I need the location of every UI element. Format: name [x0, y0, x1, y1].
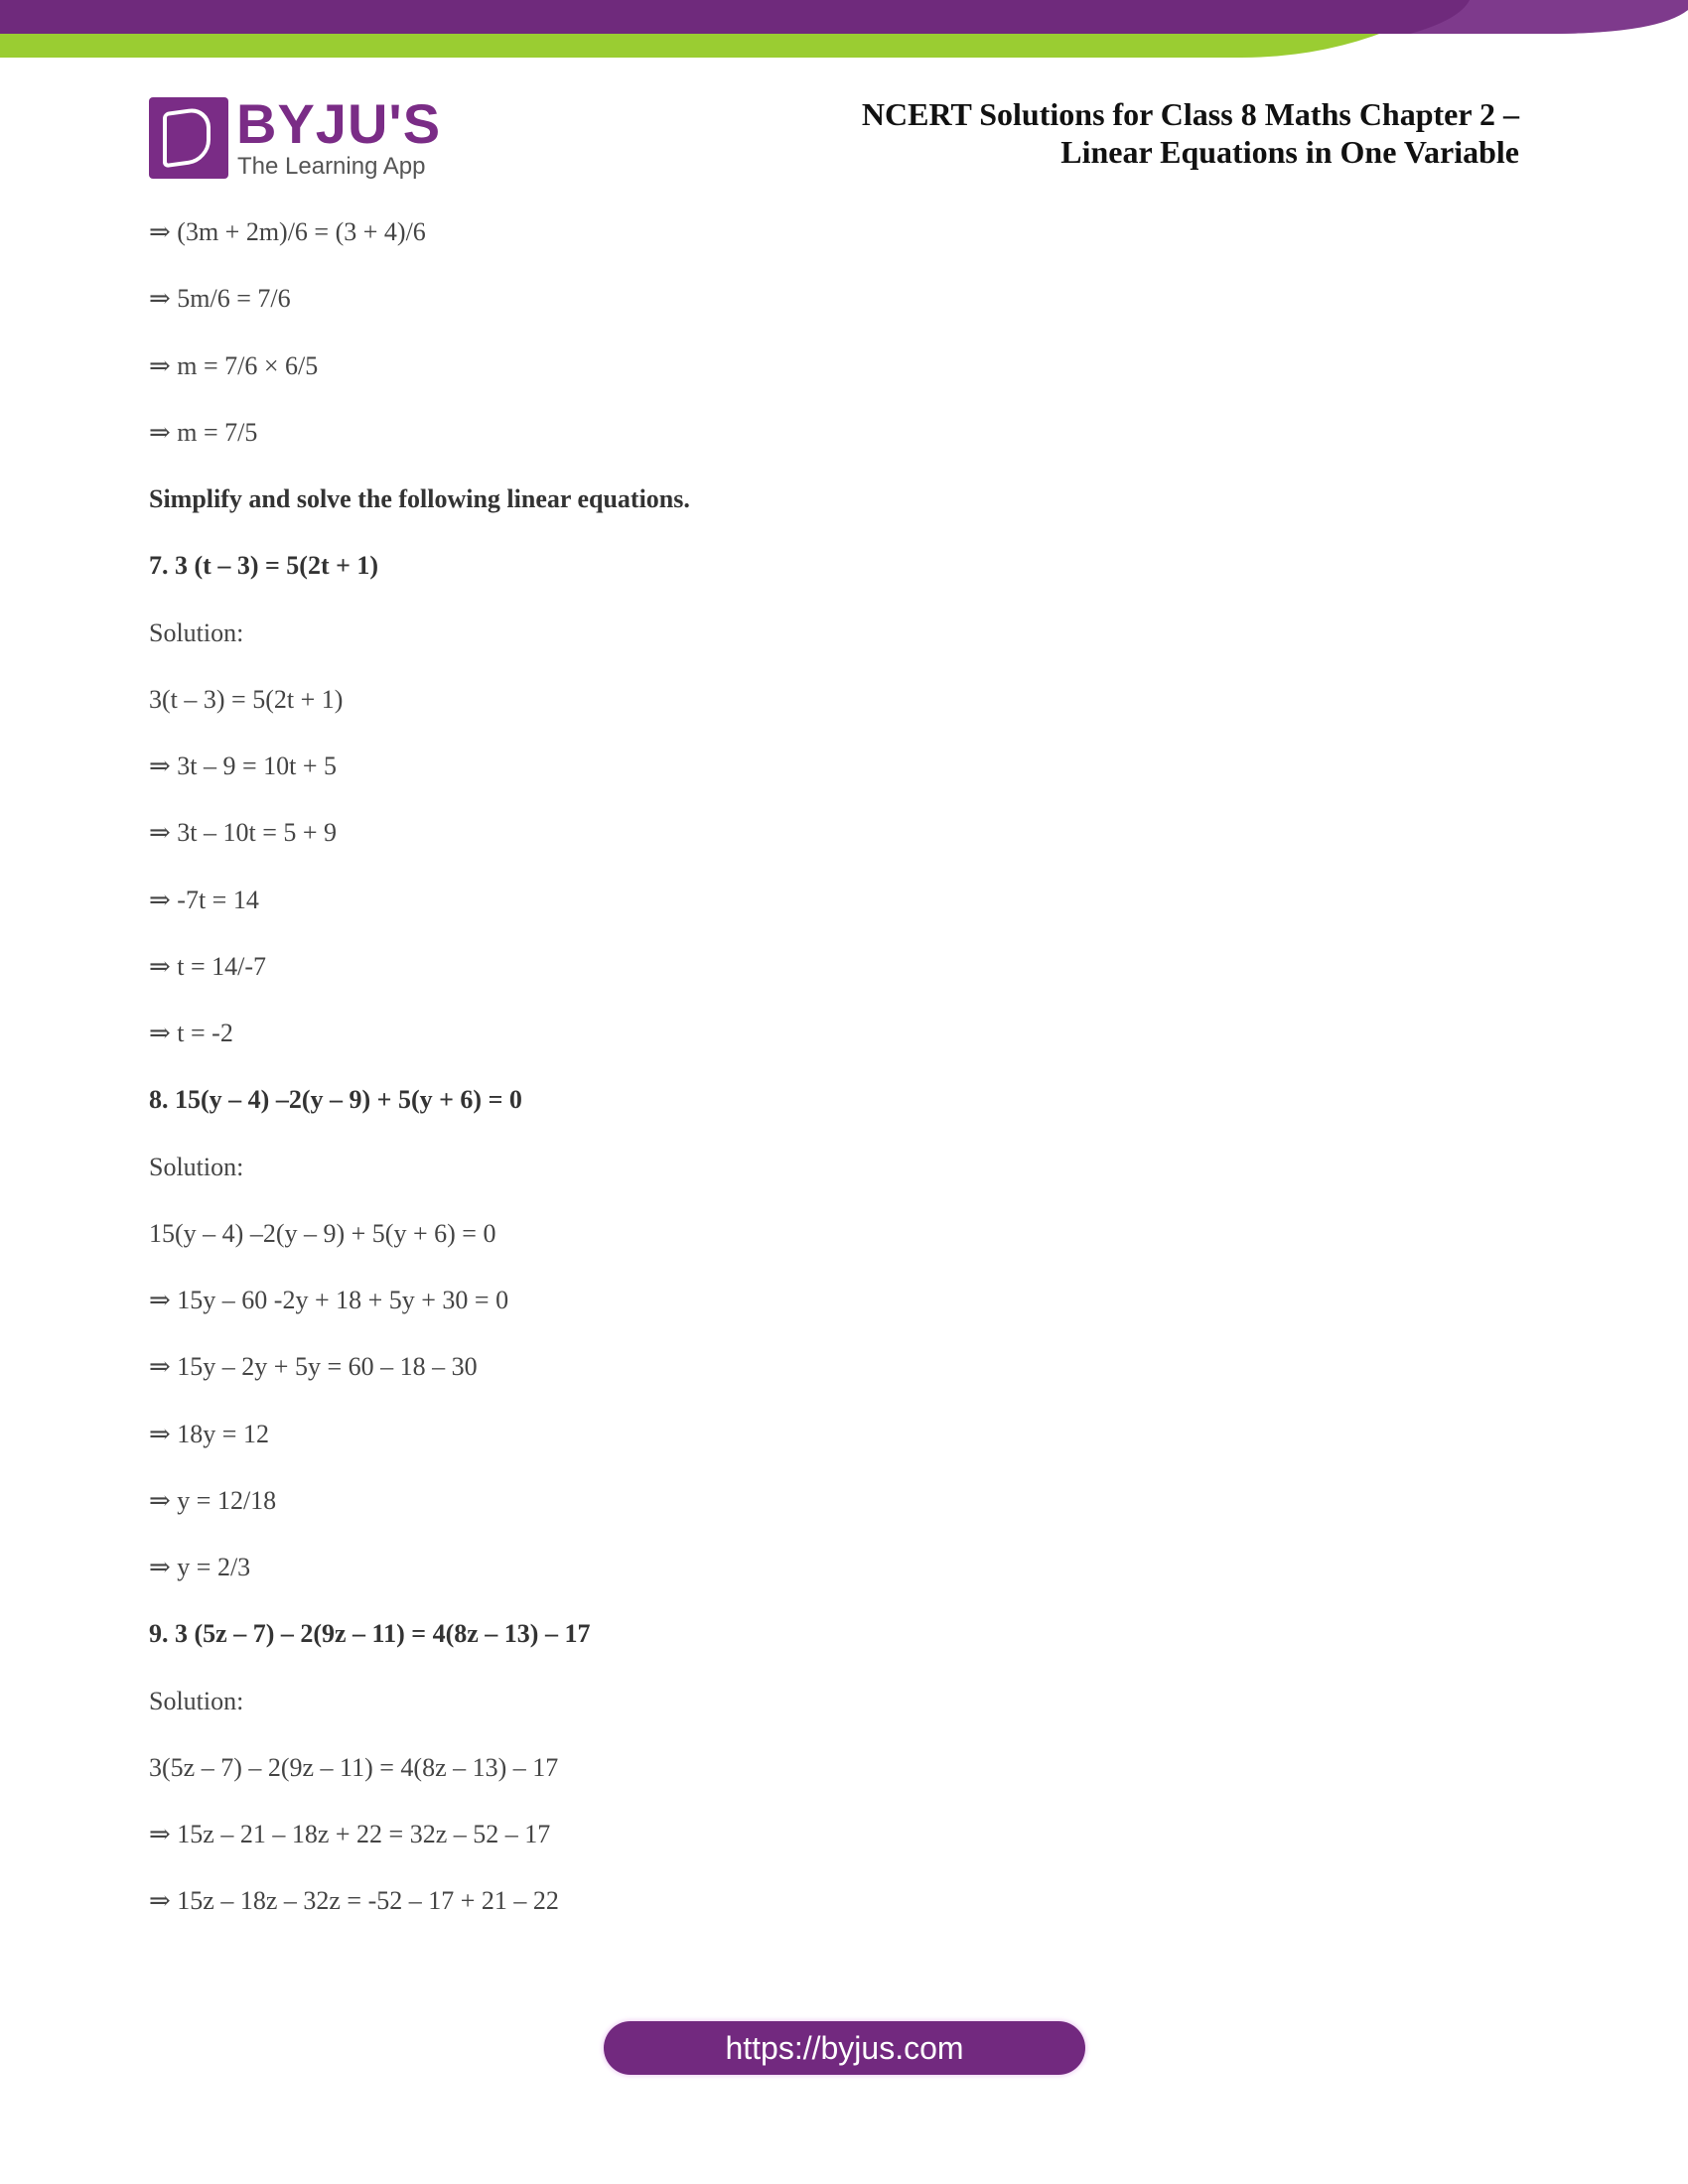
green-stripe: [0, 30, 1390, 58]
solution-line: ⇒ y = 2/3: [149, 1553, 251, 1581]
question-heading: 8. 15(y – 4) –2(y – 9) + 5(y + 6) = 0: [149, 1085, 522, 1115]
solution-line: ⇒ y = 12/18: [149, 1485, 277, 1515]
document-title: [862, 95, 1519, 171]
solution-line: ⇒ 15y – 2y + 5y = 60 – 18 – 30: [149, 1352, 478, 1382]
solution-line: ⇒ 18y = 12: [149, 1419, 269, 1448]
solution-line: 3(t – 3) = 5(2t + 1): [149, 684, 344, 714]
question-heading: 7. 3 (t – 3) = 5(2t + 1): [149, 551, 379, 581]
solution-line: 3(5z – 7) – 2(9z – 11) = 4(8z – 13) – 17: [149, 1752, 559, 1782]
website-link[interactable]: https://byjus.com: [604, 2021, 1085, 2075]
solution-line: ⇒ 5m/6 = 7/6: [149, 284, 291, 314]
solution-line: 15(y – 4) –2(y – 9) + 5(y + 6) = 0: [149, 1218, 496, 1248]
question-heading: 9. 3 (5z – 7) – 2(9z – 11) = 4(8z – 13) – 17: [149, 1619, 591, 1649]
solution-line: ⇒ -7t = 14: [149, 885, 259, 914]
solution-line: ⇒ 15z – 18z – 32z = -52 – 17 + 21 – 22: [149, 1886, 559, 1916]
solution-line: ⇒ m = 7/5: [149, 417, 258, 447]
solution-line: ⇒ (3m + 2m)/6 = (3 + 4)/6: [149, 217, 426, 246]
solution-line: Solution:: [149, 1152, 244, 1181]
solution-line: Solution:: [149, 1686, 244, 1715]
title-line-2: Linear Equations in One Variable: [1060, 134, 1519, 170]
byjus-logo: [149, 92, 442, 181]
solution-line: ⇒ 15z – 21 – 18z + 22 = 32z – 52 – 17: [149, 1820, 551, 1848]
header-band: [0, 0, 1688, 60]
solution-line: ⇒ 15y – 60 -2y + 18 + 5y + 30 = 0: [149, 1286, 509, 1314]
solution-line: ⇒ t = 14/-7: [149, 951, 267, 981]
solution-line: ⇒ m = 7/6 × 6/5: [149, 350, 319, 380]
solution-line: ⇒ t = -2: [149, 1019, 233, 1047]
solution-line: Solution:: [149, 617, 244, 647]
logo-wordmark: BYJU'S: [236, 92, 442, 155]
question-heading: Simplify and solve the following linear equations.: [149, 484, 690, 513]
title-line-1: NCERT Solutions for Class 8 Maths Chapter 2 –: [861, 96, 1519, 132]
logo-tagline: The Learning App: [237, 153, 426, 180]
solution-line: ⇒ 3t – 10t = 5 + 9: [149, 818, 338, 848]
logo-icon: [149, 97, 228, 179]
solution-content: [149, 199, 690, 1935]
solution-line: ⇒ 3t – 9 = 10t + 5: [149, 751, 338, 780]
